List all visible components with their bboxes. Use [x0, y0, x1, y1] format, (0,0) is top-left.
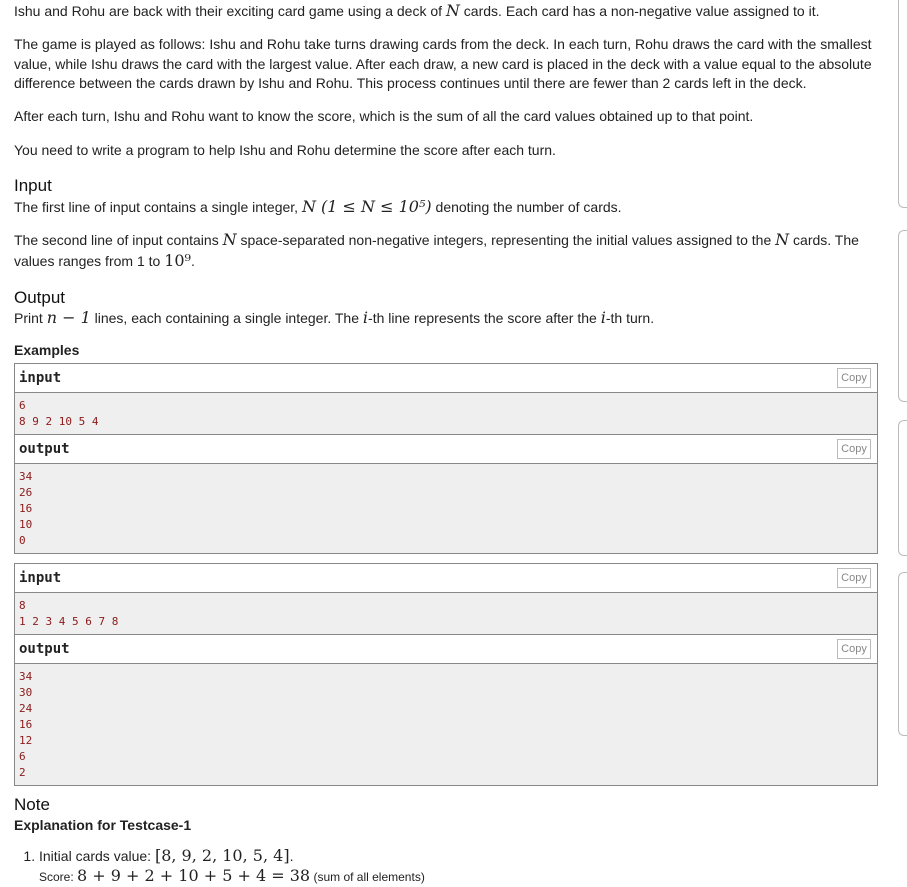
input-heading: Input — [14, 176, 52, 195]
statement-paragraph-2: The game is played as follows: Ishu and Rohu take turns drawing cards from the deck. In each turn, Rohu draws the card with the smallest value, while Ishu draws the card with the largest value. After each draw, a new card is placed in the deck with a value equal to the absolute difference between the cards drawn by Ishu and Rohu. This process continues until there are fewer than 2 cards left in the deck. — [14, 36, 872, 91]
note-item-1: 1. Initial cards value: [8, 9, 2, 10, 5, 4]. Score: 8 + 9 + 2 + 10 + 5 + 4 = 38 (sum of all elements) — [39, 846, 876, 887]
example-line: 1 2 3 4 5 6 7 8 — [19, 615, 119, 628]
copy-button[interactable]: Copy — [837, 439, 871, 459]
note-list — [14, 846, 876, 887]
statement-paragraph-3: After each turn, Ishu and Rohu want to know the score, which is the sum of all the card values obtained up to that point. — [14, 108, 754, 124]
output-description: Print n − 1 lines, each containing a single integer. The i-th line represents the score after the i-th turn. — [14, 308, 655, 327]
example-1 — [14, 363, 878, 554]
example-1-output-header — [15, 434, 877, 464]
example-1-input-body — [15, 393, 877, 434]
examples-heading: Examples — [14, 342, 80, 358]
sidebar-edge — [898, 420, 907, 556]
statement-paragraph-4: You need to write a program to help Ishu and Rohu determine the score after each turn. — [14, 142, 556, 158]
example-2-input-header — [15, 564, 877, 593]
input-line-2: The second line of input contains N space-separated non-negative integers, representing the initial values assigned to the N cards. The values ranges from 1 to 10⁹. — [14, 230, 859, 270]
sidebar-edge — [898, 0, 907, 208]
input-label: input — [19, 570, 62, 586]
copy-button[interactable]: Copy — [837, 639, 871, 659]
example-line: 30 — [19, 686, 33, 699]
example-line: 16 — [19, 718, 33, 731]
sidebar-edge — [898, 230, 907, 402]
copy-button[interactable]: Copy — [837, 568, 871, 588]
output-label: output — [19, 441, 70, 457]
example-line: 26 — [19, 486, 33, 499]
example-2-output-header — [15, 634, 877, 664]
example-1-input-header — [15, 364, 877, 393]
sidebar-edge — [898, 572, 907, 736]
example-line: 6 — [19, 399, 26, 412]
copy-button[interactable]: Copy — [837, 368, 871, 388]
example-line: 34 — [19, 470, 33, 483]
input-label: input — [19, 370, 62, 386]
note-subtitle: Explanation for Testcase-1 — [14, 817, 192, 833]
example-2-input-body — [15, 593, 877, 634]
example-line: 24 — [19, 702, 33, 715]
example-2 — [14, 563, 878, 786]
example-line: 0 — [19, 534, 26, 547]
example-line: 16 — [19, 502, 33, 515]
example-line: 8 9 2 10 5 4 — [19, 415, 99, 428]
statement-paragraph-1: Ishu and Rohu are back with their exciting card game using a deck of N cards. Each card has a non-negative value assigned to it. — [14, 1, 820, 20]
example-line: 6 — [19, 750, 26, 763]
example-line: 34 — [19, 670, 33, 683]
note-heading: Note — [14, 795, 50, 814]
example-line: 10 — [19, 518, 33, 531]
output-label: output — [19, 641, 70, 657]
output-heading: Output — [14, 288, 66, 307]
note-section — [14, 795, 876, 887]
example-1-output-body — [15, 464, 877, 553]
note-item-1-score: Score: 8 + 9 + 2 + 10 + 5 + 4 = 38 (sum of all elements) — [39, 866, 425, 885]
example-line: 8 — [19, 599, 26, 612]
input-line-1: The first line of input contains a single integer, N (1 ≤ N ≤ 10⁵) denoting the number of cards. — [14, 197, 622, 216]
example-line: 12 — [19, 734, 33, 747]
example-line: 2 — [19, 766, 26, 779]
example-2-output-body — [15, 664, 877, 785]
